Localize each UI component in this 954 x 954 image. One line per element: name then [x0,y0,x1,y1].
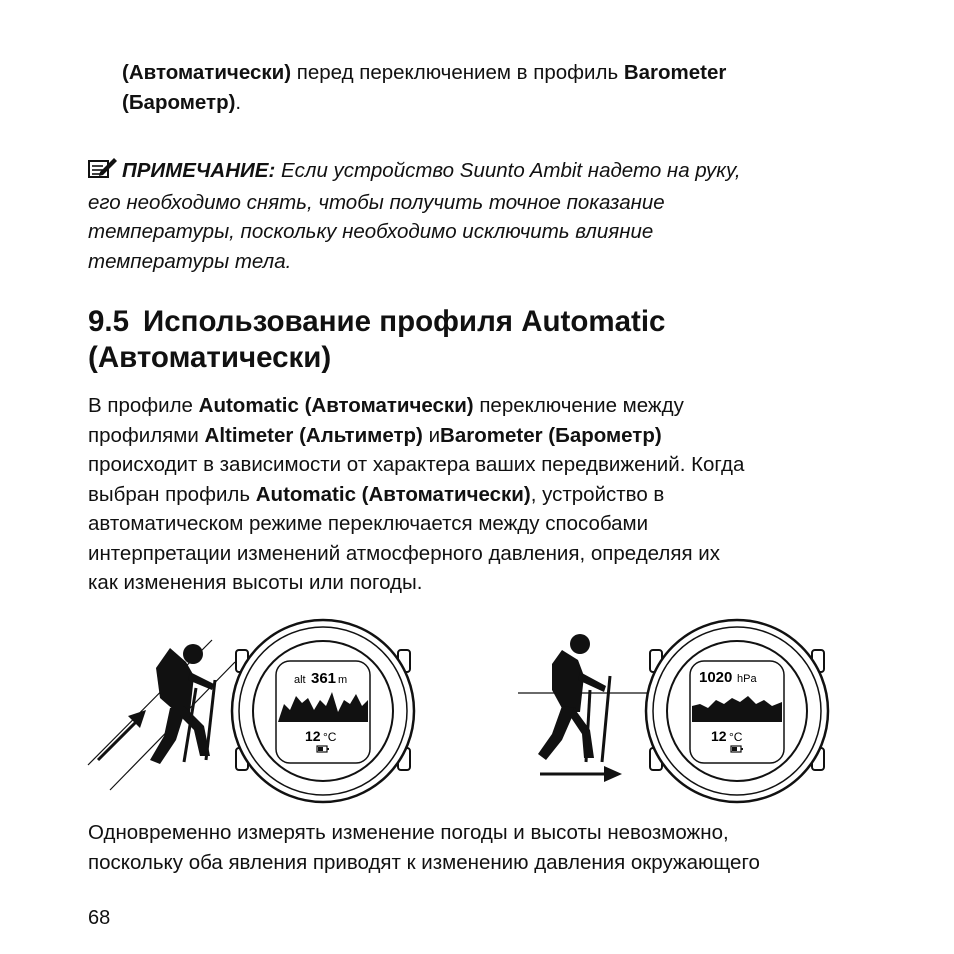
level-arrow-icon [540,766,622,782]
page-number: 68 [88,907,111,929]
note-label: ПРИМЕЧАНИЕ: [122,159,276,182]
note-block: ПРИМЕЧАНИЕ: Если устройство Suunto Ambit надето на руку, его необходимо снять, чтобы получить точное показание температуры, поскольку необходимо исключить влияние температуры тела. [88,159,741,273]
watch-left [232,620,414,802]
watch-left-altitude: 361 [311,670,337,687]
note-icon [88,157,118,188]
watch-left-temp-unit: °C [323,730,337,744]
watch-left-temp: 12 [305,728,321,744]
body-paragraph-1: В профиле Automatic (Автоматически) переключение между профилями Altimeter (Альтиметр) иBarometer (Барометр) происходит в зависимости от характера ваших передвижений. Когда выбран профиль Automatic (Автоматически), устройство в автоматическом режиме переключается между способами интерпретации изменений атмосферного давления, определяя их как изменения высоты или погоды. [88,394,745,594]
intro-paragraph: (Автоматически) перед переключением в профиль Barometer (Барометр). [122,61,727,114]
section-number: 9.5 [88,305,130,338]
body-paragraph-2: Одновременно измерять изменение погоды и высоты невозможно, поскольку оба явления приводят к изменению давления окружающего [88,821,760,874]
watch-right-unit: hPa [737,673,757,685]
watch-left-unit: m [338,674,348,686]
watch-left-prefix: alt [294,674,306,686]
uphill-arrow-icon [98,710,146,760]
intro-bold-auto: (Автоматически) [122,61,292,84]
watch-right [646,620,828,802]
watch-right-pressure: 1020 [699,669,733,686]
hiker-uphill-icon [150,644,215,764]
watch-right-temp: 12 [711,728,727,744]
watch-right-temp-unit: °C [729,730,743,744]
section-heading: 9.5 Использование профиля Automatic (Автоматически) [88,305,666,374]
profile-illustration [0,610,954,810]
hiker-level-icon [538,634,610,762]
